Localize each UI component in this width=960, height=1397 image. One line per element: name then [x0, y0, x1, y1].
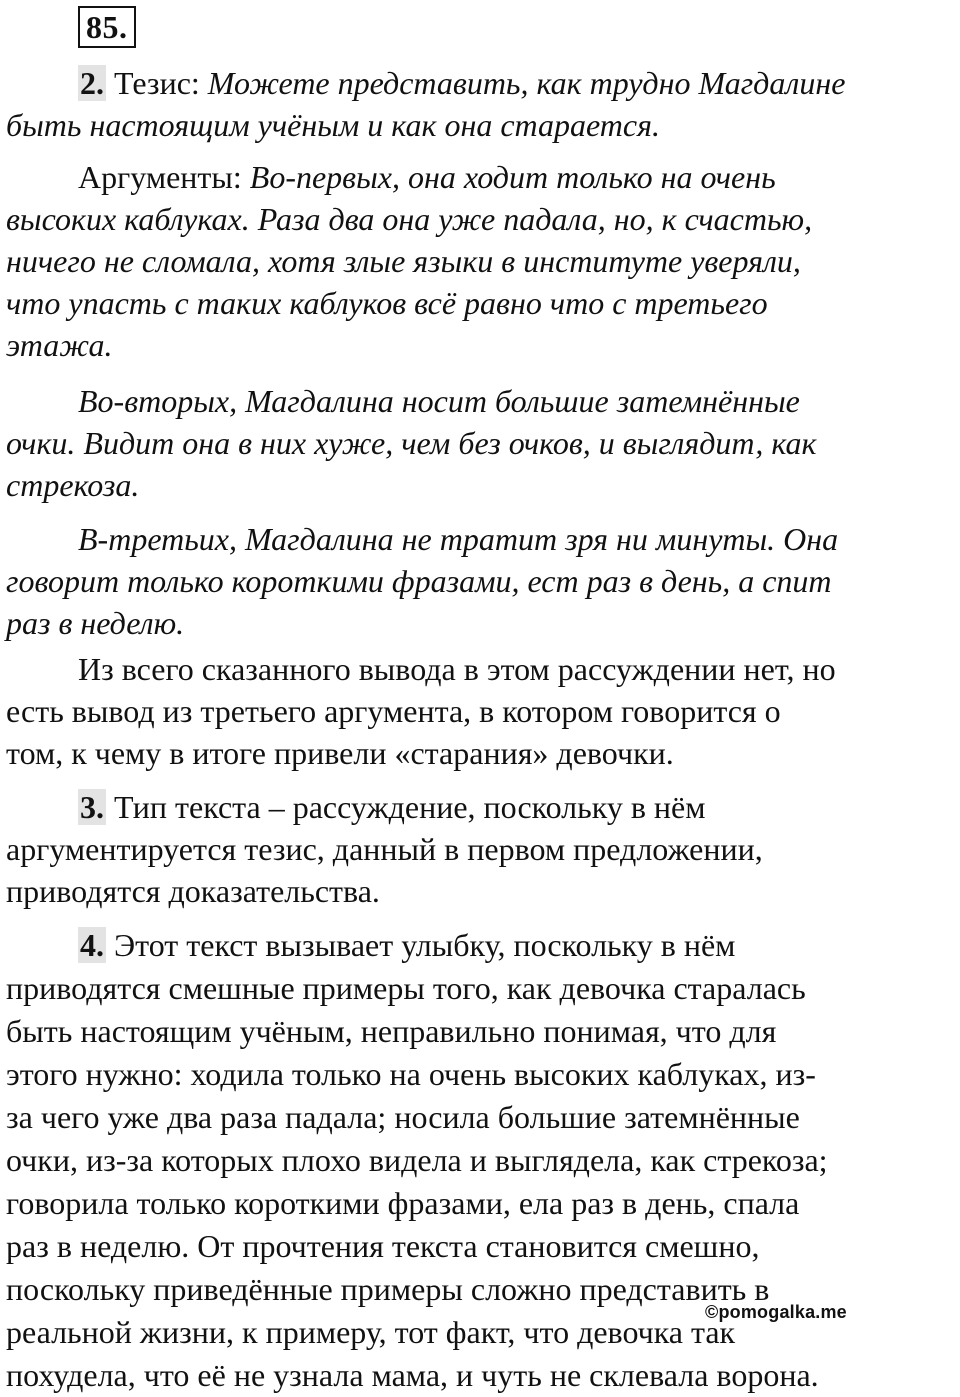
argument-line: стрекоза. [6, 467, 140, 503]
text-line: есть вывод из третьего аргумента, в котором говорится о [6, 693, 781, 729]
thesis-label: Тезис: [106, 65, 208, 101]
argument-line: что упасть с таких каблуков всё равно что с третьего [6, 285, 768, 321]
watermark: ©pomogalka.me [705, 1302, 847, 1322]
text-line: аргументируется тезис, данный в первом предложении, [6, 831, 763, 867]
item-number-3: 3. [80, 789, 104, 825]
thesis-paragraph [6, 62, 958, 146]
argument-line: очки. Видит она в них хуже, чем без очков, и выглядит, как [6, 425, 817, 461]
text-line: похудела, что её не узнала мама, и чуть не склевала ворона. [6, 1357, 819, 1393]
item-number-2: 2. [80, 65, 104, 101]
argument-line: Во-вторых, Магдалина носит большие затемнённые [78, 383, 800, 419]
thesis-text-line: Можете представить, как трудно Магдалине [207, 65, 846, 101]
text-line: реальной жизни, к примеру, тот факт, что девочка так [6, 1314, 736, 1350]
item-number-4: 4. [80, 927, 104, 963]
text-line: приводятся доказательства. [6, 873, 380, 909]
text-line: Из всего сказанного вывода в этом рассуждении нет, но [78, 651, 836, 687]
arguments-label: Аргументы: [78, 159, 250, 195]
text-line: Тип текста – рассуждение, поскольку в нём [106, 789, 706, 825]
text-line: приводятся смешные примеры того, как девочка старалась [6, 970, 806, 1006]
argument-line: этажа. [6, 327, 113, 363]
text-line: поскольку приведённые примеры сложно представить в [6, 1271, 770, 1307]
argument-line: Во-первых, она ходит только на очень [249, 159, 776, 195]
text-line: этого нужно: ходила только на очень высоких каблуках, из- [6, 1056, 816, 1092]
text-type-paragraph [6, 786, 958, 912]
text-line: говорила только короткими фразами, ела раз в день, спала [6, 1185, 800, 1221]
smile-paragraph [6, 924, 958, 1397]
third-argument-paragraph [6, 518, 958, 644]
text-line: раз в неделю. От прочтения текста становится смешно, [6, 1228, 760, 1264]
argument-line: раз в неделю. [6, 605, 185, 641]
text-line: Этот текст вызывает улыбку, поскольку в нём [106, 927, 736, 963]
conclusion-paragraph [6, 648, 958, 774]
argument-line: ничего не сломала, хотя злые языки в институте уверяли, [6, 243, 801, 279]
text-line: том, к чему в итоге привели «старания» девочки. [6, 735, 674, 771]
argument-line: В-третьих, Магдалина не тратит зря ни минуты. Она [78, 521, 839, 557]
thesis-text-line: быть настоящим учёным и как она старается. [6, 107, 660, 143]
second-argument-paragraph [6, 380, 958, 506]
text-line: очки, из-за которых плохо видела и выглядела, как стрекоза; [6, 1142, 828, 1178]
argument-line: высоких каблуках. Раза два она уже падала, но, к счастью, [6, 201, 813, 237]
text-line: быть настоящим учёным, неправильно понимая, что для [6, 1013, 777, 1049]
arguments-paragraph [6, 156, 958, 366]
task-number-box: 85. [78, 6, 136, 48]
argument-line: говорит только короткими фразами, ест раз в день, а спит [6, 563, 832, 599]
text-line: за чего уже два раза падала; носила большие затемнённые [6, 1099, 800, 1135]
